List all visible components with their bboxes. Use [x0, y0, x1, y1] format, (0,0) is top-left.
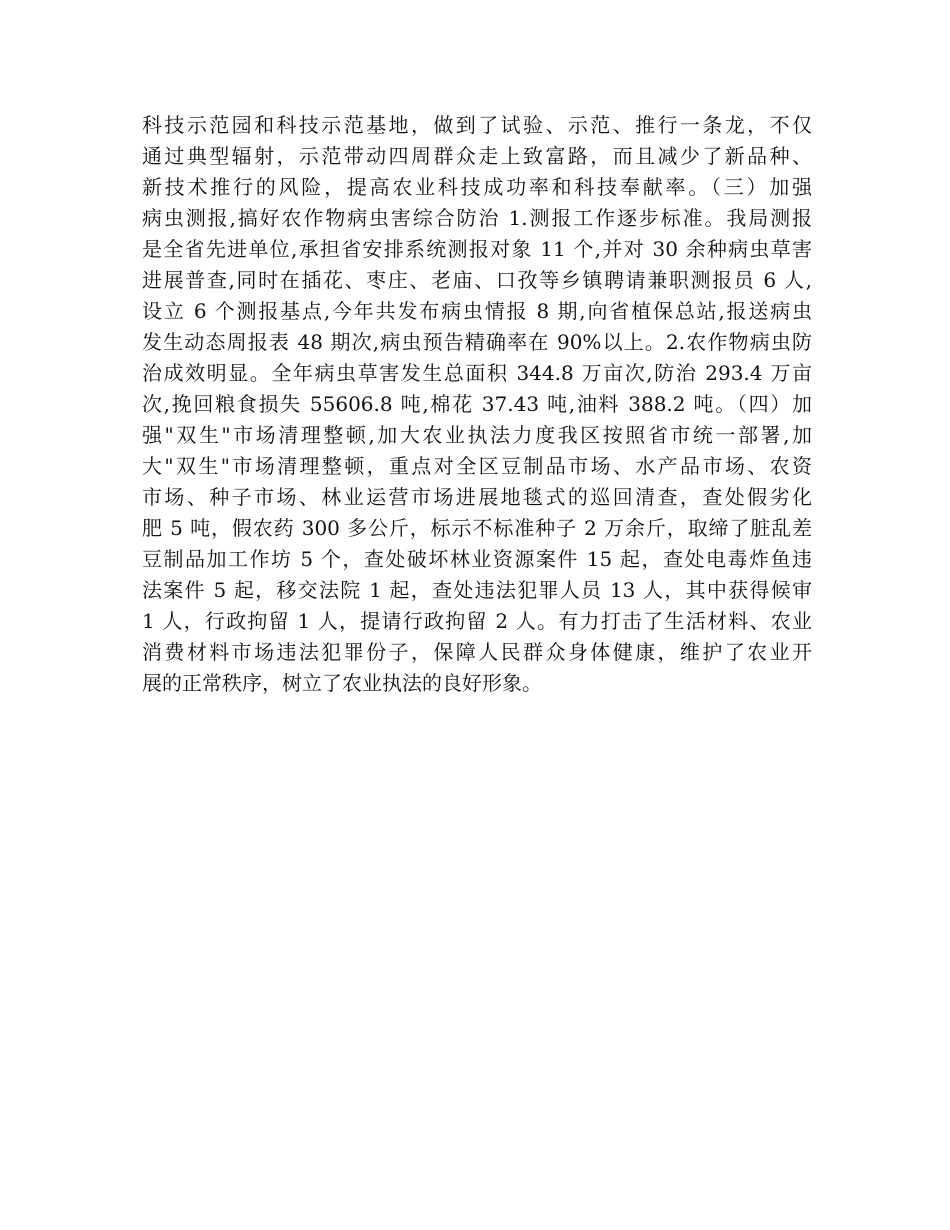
text-line-13: 市场、种子市场、林业运营市场进展地毯式的巡回清查，查处假劣化	[142, 485, 812, 509]
text-line-7: 设立 6 个测报基点,今年共发布病虫情报 8 期,向省植保总站,报送病虫	[142, 299, 812, 323]
body-paragraph	[142, 110, 812, 699]
text-line-4: 病虫测报,搞好农作物病虫害综合防治 1.测报工作逐步标准。我局测报	[142, 206, 812, 230]
text-line-18: 消费材料市场违法犯罪份子，保障人民群众身体健康，维护了农业开	[142, 640, 812, 664]
text-line-14: 肥 5 吨，假农药 300 多公斤，标示不标准种子 2 万余斤，取缔了脏乱差	[142, 516, 812, 540]
text-line-1: 科技示范园和科技示范基地，做到了试验、示范、推行一条龙，不仅	[142, 113, 812, 137]
text-line-16: 法案件 5 起，移交法院 1 起，查处违法犯罪人员 13 人，其中获得候审	[142, 578, 812, 602]
text-line-12: 大"双生"市场清理整顿，重点对全区豆制品市场、水产品市场、农资	[142, 454, 812, 478]
text-line-19: 展的正常秩序，树立了农业执法的良好形象。	[142, 671, 542, 695]
text-line-3: 新技术推行的风险，提高农业科技成功率和科技奉献率。（三）加强	[142, 175, 812, 199]
text-line-15: 豆制品加工作坊 5 个，查处破坏林业资源案件 15 起，查处电毒炸鱼违	[142, 547, 812, 571]
text-line-17: 1 人，行政拘留 1 人，提请行政拘留 2 人。有力打击了生活材料、农业	[142, 609, 812, 633]
text-line-5: 是全省先进单位,承担省安排系统测报对象 11 个,并对 30 余种病虫草害	[142, 237, 812, 261]
text-line-11: 强"双生"市场清理整顿,加大农业执法力度我区按照省市统一部署,加	[142, 423, 812, 447]
text-line-6: 进展普查,同时在插花、枣庄、老庙、口孜等乡镇聘请兼职测报员 6 人,	[142, 268, 812, 292]
text-line-8: 发生动态周报表 48 期次,病虫预告精确率在 90%以上。2.农作物病虫防	[142, 330, 812, 354]
text-line-10: 次,挽回粮食损失 55606.8 吨,棉花 37.43 吨,油料 388.2 吨。（四）加	[142, 392, 812, 416]
text-line-2: 通过典型辐射，示范带动四周群众走上致富路，而且减少了新品种、	[142, 144, 812, 168]
text-line-9: 治成效明显。全年病虫草害发生总面积 344.8 万亩次,防治 293.4 万亩	[142, 361, 812, 385]
